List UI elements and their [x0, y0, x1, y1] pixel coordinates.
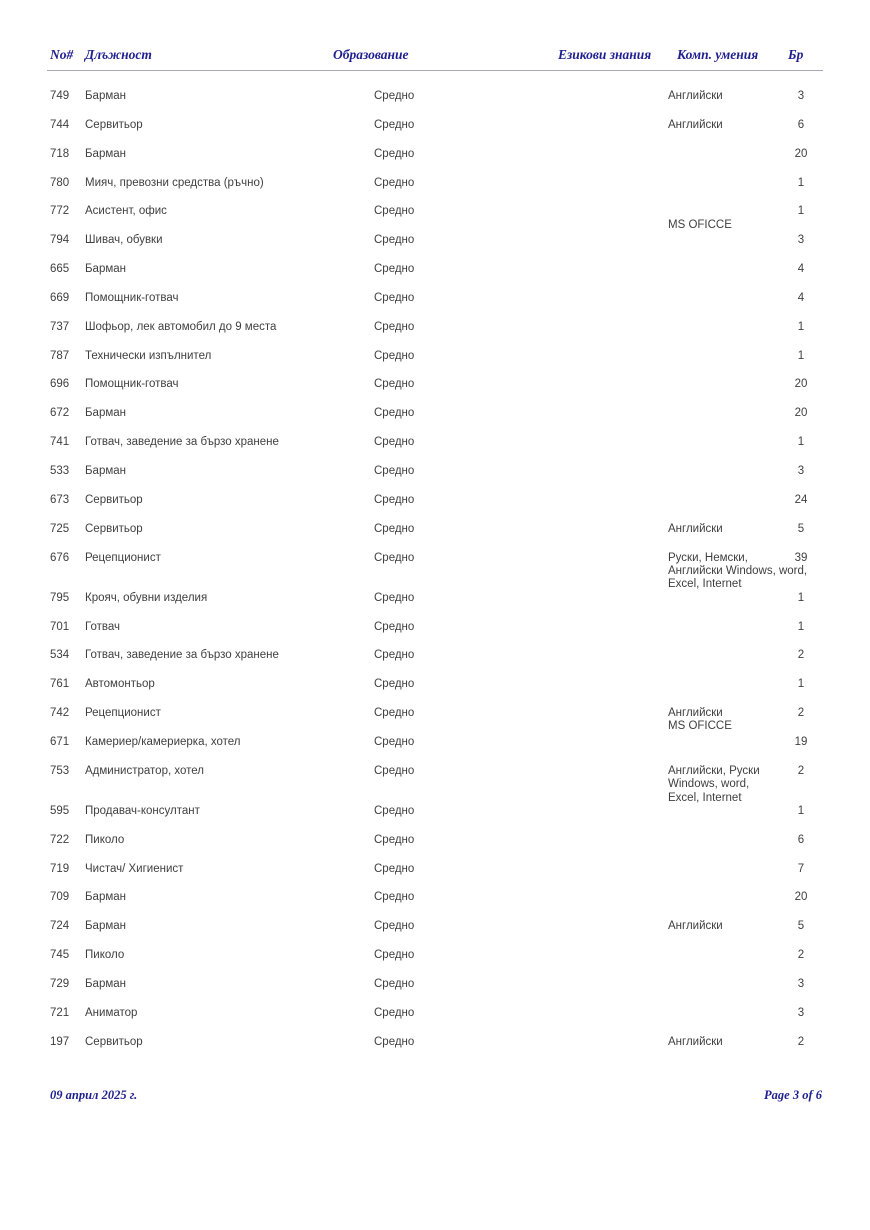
row-count: 1: [797, 349, 805, 362]
row-no: 718: [50, 147, 70, 160]
row-count: 20: [794, 147, 808, 160]
row-education: Средно: [374, 234, 415, 247]
row-count: 1: [797, 176, 805, 189]
row-count: 4: [797, 263, 805, 276]
skill-line: Windows, word,: [668, 778, 750, 791]
header-divider: [47, 70, 823, 71]
row-position: Шивач, обувки: [85, 234, 163, 247]
row-position: Сервитьор: [85, 493, 143, 506]
row-no: 672: [50, 407, 70, 420]
table-row: [0, 805, 870, 834]
table-row: [0, 263, 870, 292]
skill-line: MS OFICCE: [668, 720, 732, 733]
row-count: 2: [797, 707, 805, 720]
row-position: Барман: [85, 407, 126, 420]
row-no: 741: [50, 436, 70, 449]
table-row: [0, 407, 870, 436]
row-count: 1: [797, 320, 805, 333]
row-education: Средно: [374, 436, 415, 449]
row-no: 749: [50, 90, 70, 102]
skill-line: Английски, Руски: [668, 764, 760, 777]
row-education: Средно: [374, 920, 415, 933]
row-count: 7: [797, 862, 805, 875]
row-no: 669: [50, 291, 70, 304]
table-row: [0, 920, 870, 949]
row-education: Средно: [374, 176, 415, 189]
row-position: Сервитьор: [85, 1035, 143, 1048]
row-no: 197: [50, 1035, 70, 1048]
table-row: [0, 592, 870, 621]
row-education: Средно: [374, 349, 415, 362]
row-education: Средно: [374, 620, 415, 633]
row-no: 744: [50, 118, 70, 131]
row-count: 3: [797, 90, 805, 102]
table-row: [0, 736, 870, 765]
row-education: Средно: [374, 862, 415, 875]
row-no: 794: [50, 234, 70, 247]
row-no: 673: [50, 493, 70, 506]
row-education: Средно: [374, 978, 415, 990]
row-count: 1: [797, 436, 805, 449]
row-education: Средно: [374, 493, 415, 506]
skill-line: Английски: [668, 90, 723, 102]
row-count: 3: [797, 1006, 805, 1019]
row-count: 4: [797, 291, 805, 304]
table-row: [0, 465, 870, 494]
row-position: Аниматор: [85, 1006, 138, 1019]
row-count: 6: [797, 118, 805, 131]
row-no: 780: [50, 176, 70, 189]
skill-line: Английски: [668, 522, 723, 535]
row-education: Средно: [374, 464, 415, 477]
row-position: Барман: [85, 147, 126, 160]
row-position: Крояч, обувни изделия: [85, 591, 208, 604]
column-header-computer-skills: Комп. умения: [677, 47, 759, 62]
row-count: 3: [797, 234, 805, 247]
skill-line: Английски Windows, word,: [668, 564, 808, 577]
row-no: 725: [50, 522, 70, 535]
row-education: Средно: [374, 1006, 415, 1019]
row-position: Чистач/ Хигиенист: [85, 862, 184, 875]
row-no: 701: [50, 620, 70, 633]
row-count: 1: [797, 591, 805, 604]
row-education: Средно: [374, 522, 415, 535]
row-position: Барман: [85, 920, 126, 933]
row-count: 3: [797, 978, 805, 990]
row-count: 39: [794, 551, 808, 564]
table-row: [0, 494, 870, 523]
skill-line: Excel, Internet: [668, 578, 742, 591]
column-header-languages: Езикови знания: [558, 47, 652, 62]
row-education: Средно: [374, 90, 415, 102]
row-position: Готвач, заведение за бързо хранене: [85, 436, 279, 449]
table-row: [0, 649, 870, 678]
row-education: Средно: [374, 407, 415, 420]
row-education: Средно: [374, 949, 415, 962]
row-count: 5: [797, 920, 805, 933]
table-row: [0, 834, 870, 863]
row-position: Продавач-консултант: [85, 804, 200, 817]
row-count: 1: [797, 620, 805, 633]
table-row: [0, 765, 870, 805]
column-header-count: Бр: [788, 47, 804, 62]
row-position: Сервитьор: [85, 118, 143, 131]
skill-line: MS OFICCE: [668, 218, 732, 231]
row-no: 719: [50, 862, 70, 875]
row-position: Барман: [85, 978, 126, 990]
skill-line: Английски: [668, 1035, 723, 1048]
footer-date: 09 април 2025 г.: [50, 1088, 138, 1102]
row-no: 665: [50, 263, 70, 276]
row-count: 20: [794, 891, 808, 904]
row-count: 2: [797, 649, 805, 662]
row-education: Средно: [374, 118, 415, 131]
row-position: Помощник-готвач: [85, 291, 179, 304]
row-no: 772: [50, 205, 70, 218]
row-position: Рецепционист: [85, 551, 161, 564]
row-education: Средно: [374, 291, 415, 304]
skill-line: Excel, Internet: [668, 791, 742, 804]
table-row: [0, 678, 870, 707]
row-education: Средно: [374, 320, 415, 333]
row-position: Мияч, превозни средства (ръчно): [85, 176, 264, 189]
row-education: Средно: [374, 833, 415, 846]
skill-line: Английски: [668, 920, 723, 933]
table-row: [0, 523, 870, 552]
row-position: Автомонтьор: [85, 678, 155, 691]
row-position: Шофьор, лек автомобил до 9 места: [85, 320, 277, 333]
row-education: Средно: [374, 551, 415, 564]
table-row: [0, 621, 870, 650]
table-row: [0, 978, 870, 1007]
table-row: [0, 177, 870, 206]
row-education: Средно: [374, 263, 415, 276]
row-no: 709: [50, 891, 70, 904]
row-position: Готвач, заведение за бързо хранене: [85, 649, 279, 662]
row-education: Средно: [374, 378, 415, 391]
row-count: 1: [797, 804, 805, 817]
row-education: Средно: [374, 804, 415, 817]
table-row: [0, 119, 870, 148]
row-count: 24: [794, 493, 808, 506]
row-no: 676: [50, 551, 70, 564]
row-position: Администратор, хотел: [85, 764, 204, 777]
table-rows: [0, 90, 870, 1065]
table-row: [0, 205, 870, 234]
row-position: Пиколо: [85, 949, 125, 962]
row-no: 696: [50, 378, 70, 391]
row-count: 2: [797, 1035, 805, 1048]
row-no: 724: [50, 920, 70, 933]
row-position: Камериер/камериерка, хотел: [85, 735, 241, 748]
row-no: 795: [50, 591, 70, 604]
row-education: Средно: [374, 707, 415, 720]
table-row: [0, 863, 870, 892]
row-position: Технически изпълнител: [85, 349, 212, 362]
footer-page-number: Page 3 of 6: [764, 1088, 822, 1102]
row-no: 745: [50, 949, 70, 962]
skill-line: Английски: [668, 707, 723, 720]
row-education: Средно: [374, 735, 415, 748]
column-header-no: No#: [50, 47, 74, 62]
row-education: Средно: [374, 591, 415, 604]
column-header-education: Образование: [333, 47, 409, 62]
row-no: 753: [50, 764, 70, 777]
table-row: [0, 350, 870, 379]
row-education: Средно: [374, 147, 415, 160]
row-no: 737: [50, 320, 70, 333]
row-no: 742: [50, 707, 70, 720]
skill-line: Английски: [668, 118, 723, 131]
row-count: 1: [797, 205, 805, 218]
table-row: [0, 321, 870, 350]
row-count: 20: [794, 378, 808, 391]
row-position: Пиколо: [85, 833, 125, 846]
row-position: Барман: [85, 263, 126, 276]
row-count: 6: [797, 833, 805, 846]
row-position: Асистент, офис: [85, 205, 167, 218]
table-row: [0, 1036, 870, 1065]
table-row: [0, 552, 870, 592]
row-education: Средно: [374, 205, 415, 218]
row-count: 2: [797, 764, 805, 777]
table-row: [0, 1007, 870, 1036]
table-row: [0, 378, 870, 407]
table-row: [0, 148, 870, 177]
row-education: Средно: [374, 649, 415, 662]
row-no: 729: [50, 978, 70, 990]
row-education: Средно: [374, 678, 415, 691]
row-count: 5: [797, 522, 805, 535]
row-education: Средно: [374, 891, 415, 904]
row-position: Барман: [85, 464, 126, 477]
row-no: 671: [50, 735, 70, 748]
row-position: Барман: [85, 90, 126, 102]
row-education: Средно: [374, 1035, 415, 1048]
column-header-position: Длъжност: [85, 47, 152, 62]
row-no: 533: [50, 464, 70, 477]
skill-line: Руски, Немски,: [668, 551, 748, 564]
row-position: Помощник-готвач: [85, 378, 179, 391]
row-position: Барман: [85, 891, 126, 904]
row-no: 761: [50, 678, 70, 691]
row-position: Рецепционист: [85, 707, 161, 720]
row-count: 1: [797, 678, 805, 691]
row-no: 722: [50, 833, 70, 846]
row-position: Сервитьор: [85, 522, 143, 535]
row-count: 2: [797, 949, 805, 962]
row-count: 20: [794, 407, 808, 420]
row-count: 3: [797, 464, 805, 477]
table-row: [0, 234, 870, 263]
table-row: [0, 436, 870, 465]
table-row: [0, 949, 870, 978]
row-no: 787: [50, 349, 70, 362]
row-no: 595: [50, 804, 70, 817]
row-no: 721: [50, 1006, 70, 1019]
table-row: [0, 292, 870, 321]
table-row: [0, 707, 870, 736]
row-position: Готвач: [85, 620, 120, 633]
row-education: Средно: [374, 764, 415, 777]
table-row: [0, 891, 870, 920]
row-count: 19: [794, 735, 808, 748]
row-no: 534: [50, 649, 70, 662]
table-row: [0, 90, 870, 119]
